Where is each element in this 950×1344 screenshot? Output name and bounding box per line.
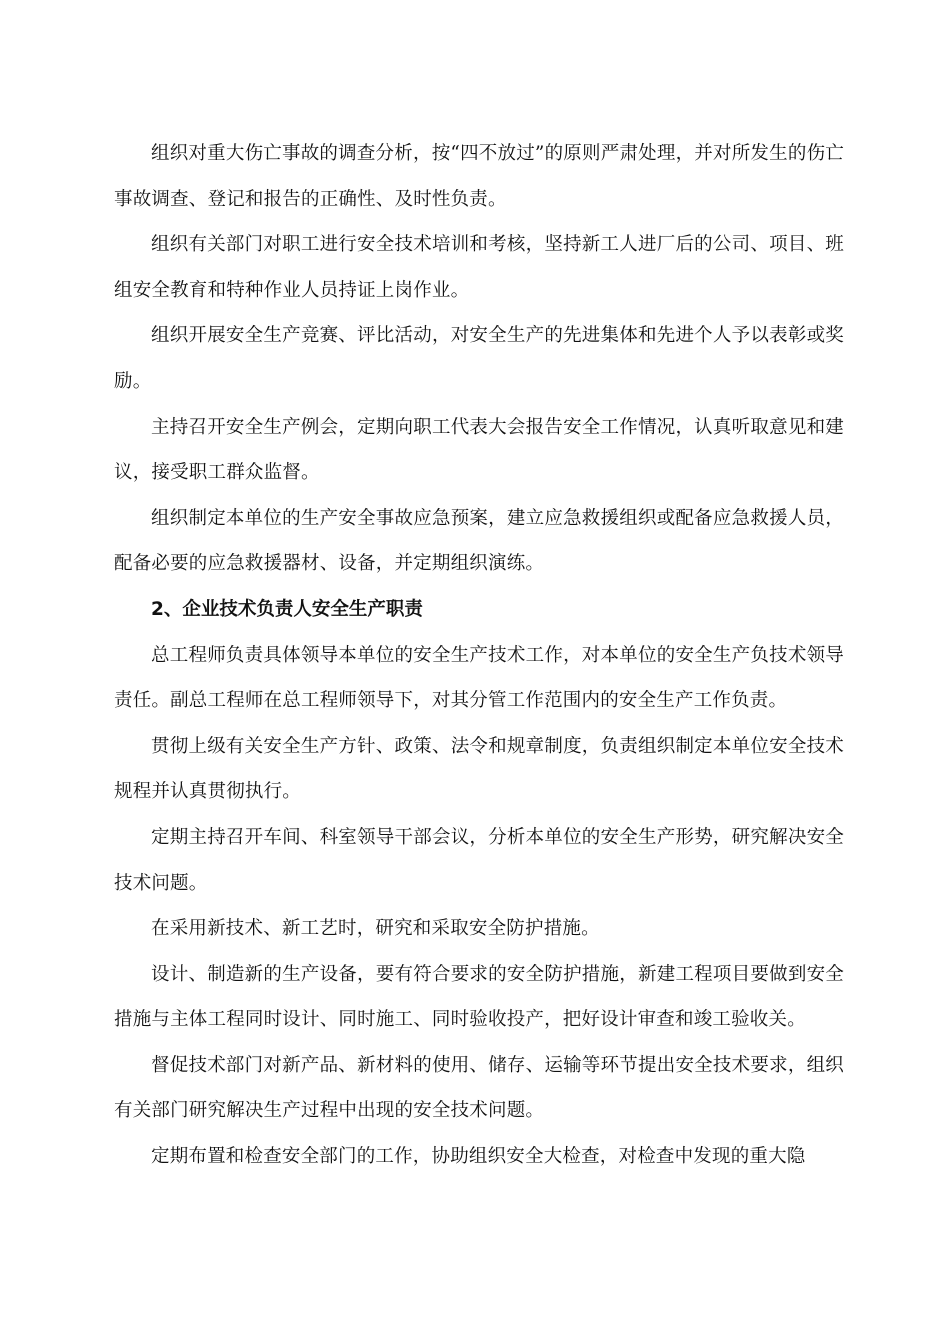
paragraph-chief-engineer: 总工程师负责具体领导本单位的安全生产技术工作，对本单位的安全生产负技术领导责任。副总工程师在总工程师领导下，对其分管工作范围内的安全生产工作负责。 xyxy=(114,644,844,712)
section-heading: 2、企业技术负责人安全生产职责 xyxy=(151,598,423,620)
paragraph-safety-training: 组织有关部门对职工进行安全技术培训和考核，坚持新工人进厂后的公司、项目、班组安全教育和特种作业人员持证上岗作业。 xyxy=(114,234,844,301)
paragraph-safety-inspection: 定期布置和检查安全部门的工作，协助组织安全大检查，对检查中发现的重大隐 xyxy=(151,1146,806,1168)
paragraph-implement-regulations: 贯彻上级有关安全生产方针、政策、法令和规章制度，负责组织制定本单位安全技术规程并认真贯彻执行。 xyxy=(114,735,844,803)
paragraph-supervise-tech-dept: 督促技术部门对新产品、新材料的使用、储存、运输等环节提出安全技术要求，组织有关部门研究解决生产过程中出现的安全技术问题。 xyxy=(114,1054,844,1122)
paragraph-safety-meeting: 主持召开安全生产例会，定期向职工代表大会报告安全工作情况，认真听取意见和建议，接受职工群众监督。 xyxy=(114,416,844,484)
document-body xyxy=(114,131,844,1180)
paragraph-new-equipment: 设计、制造新的生产设备，要有符合要求的安全防护措施，新建工程项目要做到安全措施与主体工程同时设计、同时施工、同时验收投产，把好设计审查和竣工验收关。 xyxy=(114,963,844,1031)
paragraph-new-technology: 在采用新技术、新工艺时，研究和采取安全防护措施。 xyxy=(151,918,600,940)
paragraph-safety-competition: 组织开展安全生产竞赛、评比活动，对安全生产的先进集体和先进个人予以表彰或奖励。 xyxy=(114,325,844,392)
paragraph-accident-investigation: 组织对重大伤亡事故的调查分析，按“四不放过”的原则严肃处理，并对所发生的伤亡事故调查、登记和报告的正确性、及时性负责。 xyxy=(114,143,844,210)
paragraph-emergency-plan: 组织制定本单位的生产安全事故应急预案，建立应急救援组织或配备应急救援人员，配备必要的应急救援器材、设备，并定期组织演练。 xyxy=(114,507,844,575)
paragraph-regular-meetings: 定期主持召开车间、科室领导干部会议，分析本单位的安全生产形势，研究解决安全技术问题。 xyxy=(114,826,844,894)
